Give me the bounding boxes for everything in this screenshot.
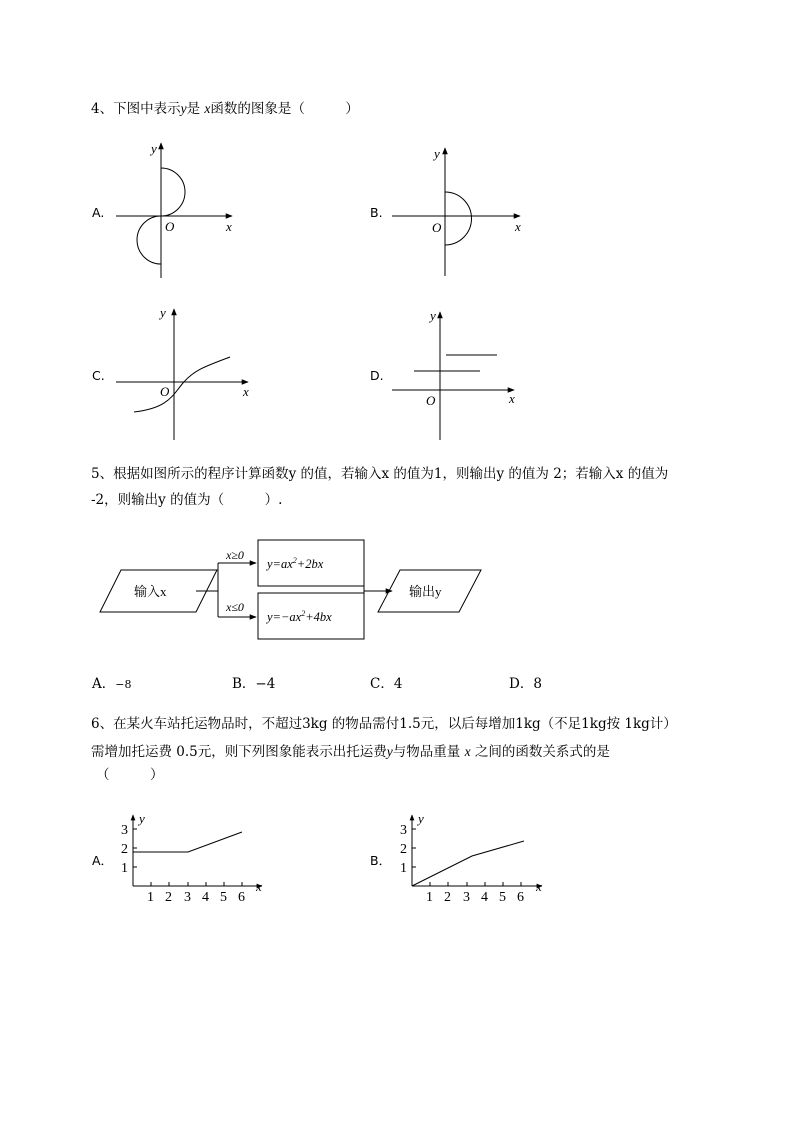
q6-b-xtick-4: 4 xyxy=(481,890,488,905)
q5-option-d-label: D． xyxy=(509,676,534,692)
q4-a-origin: O xyxy=(165,219,175,234)
q6-a-x-label: x xyxy=(256,879,262,894)
q6-b-x-label: x xyxy=(536,879,542,894)
q6-graph-a xyxy=(133,815,262,886)
q5-formula-bottom: $y=-ax^2+4bx$ xyxy=(267,609,332,624)
q6-b-graph-line xyxy=(412,841,524,886)
q6-line3: （ ） xyxy=(96,767,164,783)
q6-a-xtick-6: 6 xyxy=(238,890,245,905)
q6-b-ytick-3: 3 xyxy=(400,823,407,838)
q4-b-x-label: x xyxy=(515,219,521,234)
q4-a-y-label: y xyxy=(151,141,157,156)
q4-d-origin: O xyxy=(426,393,436,408)
q4-y-var: y xyxy=(180,101,187,116)
q5-formula-top: $y=ax^2+2bx$ xyxy=(267,556,324,571)
q6-b-xtick-2: 2 xyxy=(444,890,451,905)
q6-line2-mid: 与物品重量 xyxy=(392,744,461,760)
q4-option-b-label: B. xyxy=(370,205,383,220)
q6-a-xtick-3: 3 xyxy=(184,890,191,905)
q5-line1: 5、根据如图所示的程序计算函数y 的值，若输入x 的值为1，则输出y 的值为 2；若输入x 的值为 xyxy=(91,466,669,482)
q6-b-xtick-3: 3 xyxy=(463,890,470,905)
q6-b-ytick-2: 2 xyxy=(400,842,407,857)
q5-option-a-label: A． xyxy=(92,676,116,692)
q5-option-b-label: B． xyxy=(232,676,256,692)
q6-a-ticks xyxy=(121,823,245,905)
q5-option-a-value: −8 xyxy=(115,678,132,691)
q5-line2: -2，则输出y 的值为（ ）. xyxy=(91,492,283,508)
q6-a-graph-line xyxy=(133,832,242,852)
q6-x-var: x xyxy=(464,744,471,759)
q6-line2-pre: 需增加托运费 0.5元，则下列图象能表示出托运费 xyxy=(91,744,387,760)
q5-cond-top: x≥0 xyxy=(226,548,244,562)
q4-option-a-label: A. xyxy=(92,205,105,220)
q4-c-y-label: y xyxy=(160,305,166,320)
q6-b-xtick-5: 5 xyxy=(499,890,506,905)
q4-stem-end: 函数的图象是（ ） xyxy=(210,101,359,117)
q4-x-var: x xyxy=(204,101,211,116)
q4-d-y-label: y xyxy=(430,308,436,323)
q6-a-xtick-4: 4 xyxy=(202,890,209,905)
q6-graph-b xyxy=(412,815,542,886)
q6-line1: 6、在某火车站托运物品时，不超过3kg 的物品需付1.5元，以后每增加1kg（不足1kg按 1kg计） xyxy=(91,716,677,732)
q5-option-c-value: 4 xyxy=(393,676,403,692)
q6-a-xtick-2: 2 xyxy=(165,890,172,905)
q6-a-xtick-1: 1 xyxy=(147,890,154,905)
q6-a-ytick-3: 3 xyxy=(121,823,128,838)
q6-b-xtick-1: 1 xyxy=(426,890,433,905)
q5-option-b-value: −4 xyxy=(255,676,276,692)
q6-option-b-label: B． xyxy=(370,853,392,868)
q6-a-ytick-2: 2 xyxy=(121,842,128,857)
q6-y-var: y xyxy=(386,744,393,759)
q6-line2-end: 之间的函数关系式的是 xyxy=(474,744,610,760)
q4-d-x-label: x xyxy=(509,391,515,406)
q4-c-x-label: x xyxy=(243,384,249,399)
q4-b-origin: O xyxy=(432,220,442,235)
q5-cond-bottom: x≤0 xyxy=(226,600,244,614)
q5-option-c-label: C． xyxy=(370,676,394,692)
q6-b-ytick-1: 1 xyxy=(400,861,407,876)
q4-option-c-label: C. xyxy=(92,368,105,383)
q6-b-xtick-6: 6 xyxy=(517,890,524,905)
q4-stem-start: 4、下图中表示 xyxy=(91,101,181,117)
q6-a-y-label: y xyxy=(139,811,145,826)
q6-a-ytick-1: 1 xyxy=(121,861,128,876)
q6-b-ticks xyxy=(400,823,524,905)
q4-b-y-label: y xyxy=(434,146,440,161)
q5-input-label: 输入x xyxy=(134,584,167,599)
q4-a-x-label: x xyxy=(226,219,232,234)
q6-b-y-label: y xyxy=(418,811,424,826)
q4-stem-mid: 是 xyxy=(186,101,201,117)
q6-option-a-label: A． xyxy=(92,853,114,868)
q6-a-xtick-5: 5 xyxy=(220,890,227,905)
q4-c-origin: O xyxy=(160,384,170,399)
q4-option-d-label: D. xyxy=(370,368,384,383)
q5-option-d-value: 8 xyxy=(533,676,542,692)
q5-output-label: 输出y xyxy=(409,584,442,599)
